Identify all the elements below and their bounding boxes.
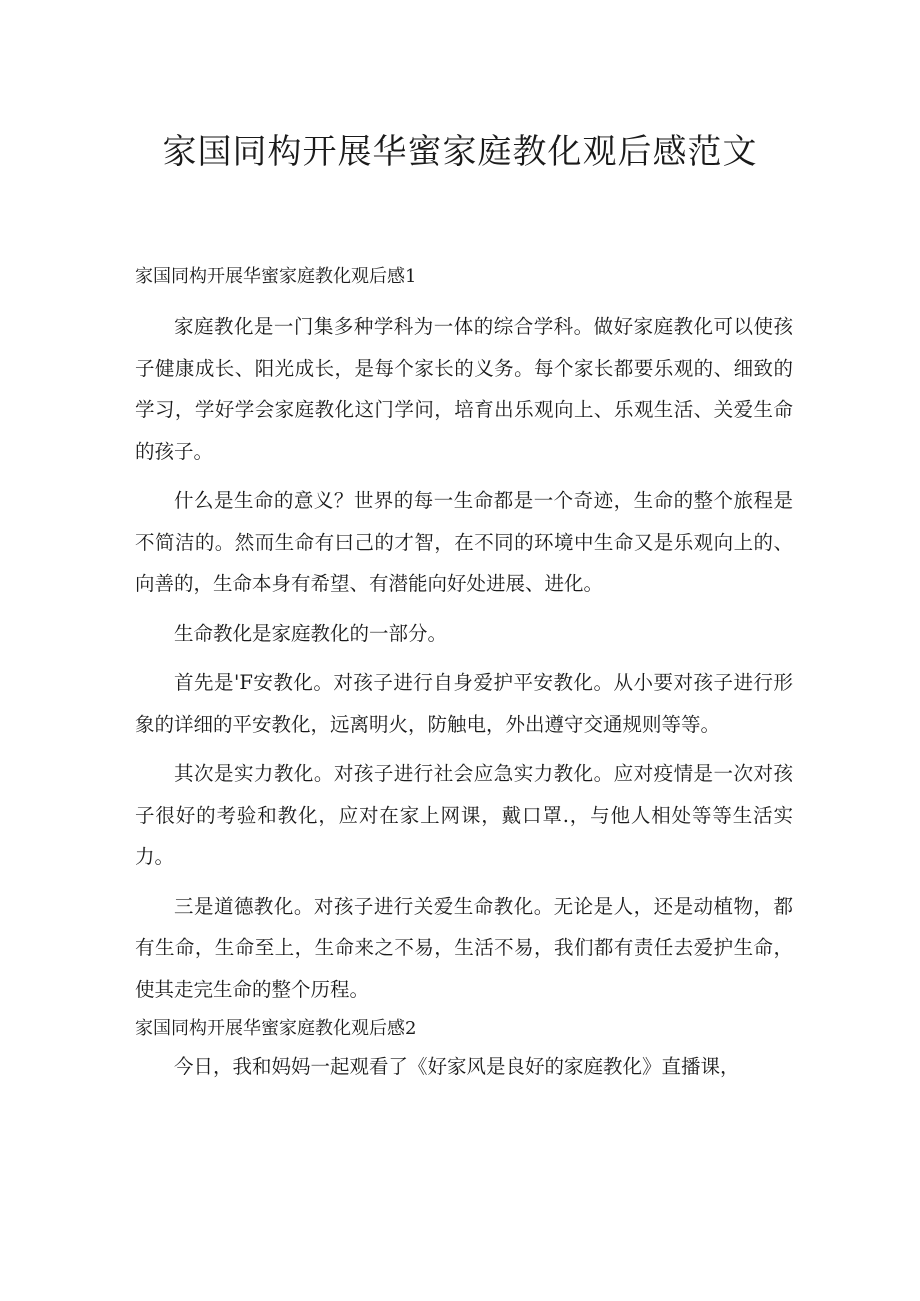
paragraph: 家庭教化是一门集多种学科为一体的综合学科。做好家庭教化可以使孩子健康成长、阳光成长，是每个家长的义务。每个家长都要乐观的、细致的学习，学好学会家庭教化这门学问，培育出乐观向上、乐观生活、关爱生命的孩子。 xyxy=(135,315,793,463)
section-2 xyxy=(135,1012,793,1088)
section-heading: 家国同构开展华蜜家庭教化观后感1 xyxy=(135,266,417,287)
paragraph: 今日，我和妈妈一起观看了《好家风是良好的家庭教化》直播课， xyxy=(174,1055,740,1078)
paragraph: 其次是实力教化。对孩子进行社会应急实力教化。应对疫情是一次对孩子很好的考验和教化，应对在家上网课，戴口罩.，与他人相处等等生活实力。 xyxy=(135,762,793,868)
document-body xyxy=(135,260,793,1088)
paragraph: 什么是生命的意义？世界的每一生命都是一个奇迹，生命的整个旅程是不简洁的。然而生命有曰己的才智，在不同的环境中生命又是乐观向上的、向善的，生命本身有希望、有潜能向好处进展、进化。 xyxy=(135,489,793,595)
section-1 xyxy=(135,260,793,1010)
paragraph: 首先是'F安教化。对孩子进行自身爱护平安教化。从小要对孩子进行形象的详细的平安教化，远离明火，防触电，外出遵守交通规则等等。 xyxy=(135,671,793,736)
paragraph: 三是道德教化。对孩子进行关爱生命教化。无论是人，还是动植物，都有生命，生命至上，生命来之不易，生活不易，我们都有责任去爱护生命，使其走完生命的整个历程。 xyxy=(135,894,793,1001)
document-title: 家国同构开展华蜜家庭教化观后感范文 xyxy=(162,132,758,172)
section-heading: 家国同构开展华蜜家庭教化观后感2 xyxy=(135,1018,417,1039)
paragraph: 生命教化是家庭教化的一部分。 xyxy=(174,621,448,645)
